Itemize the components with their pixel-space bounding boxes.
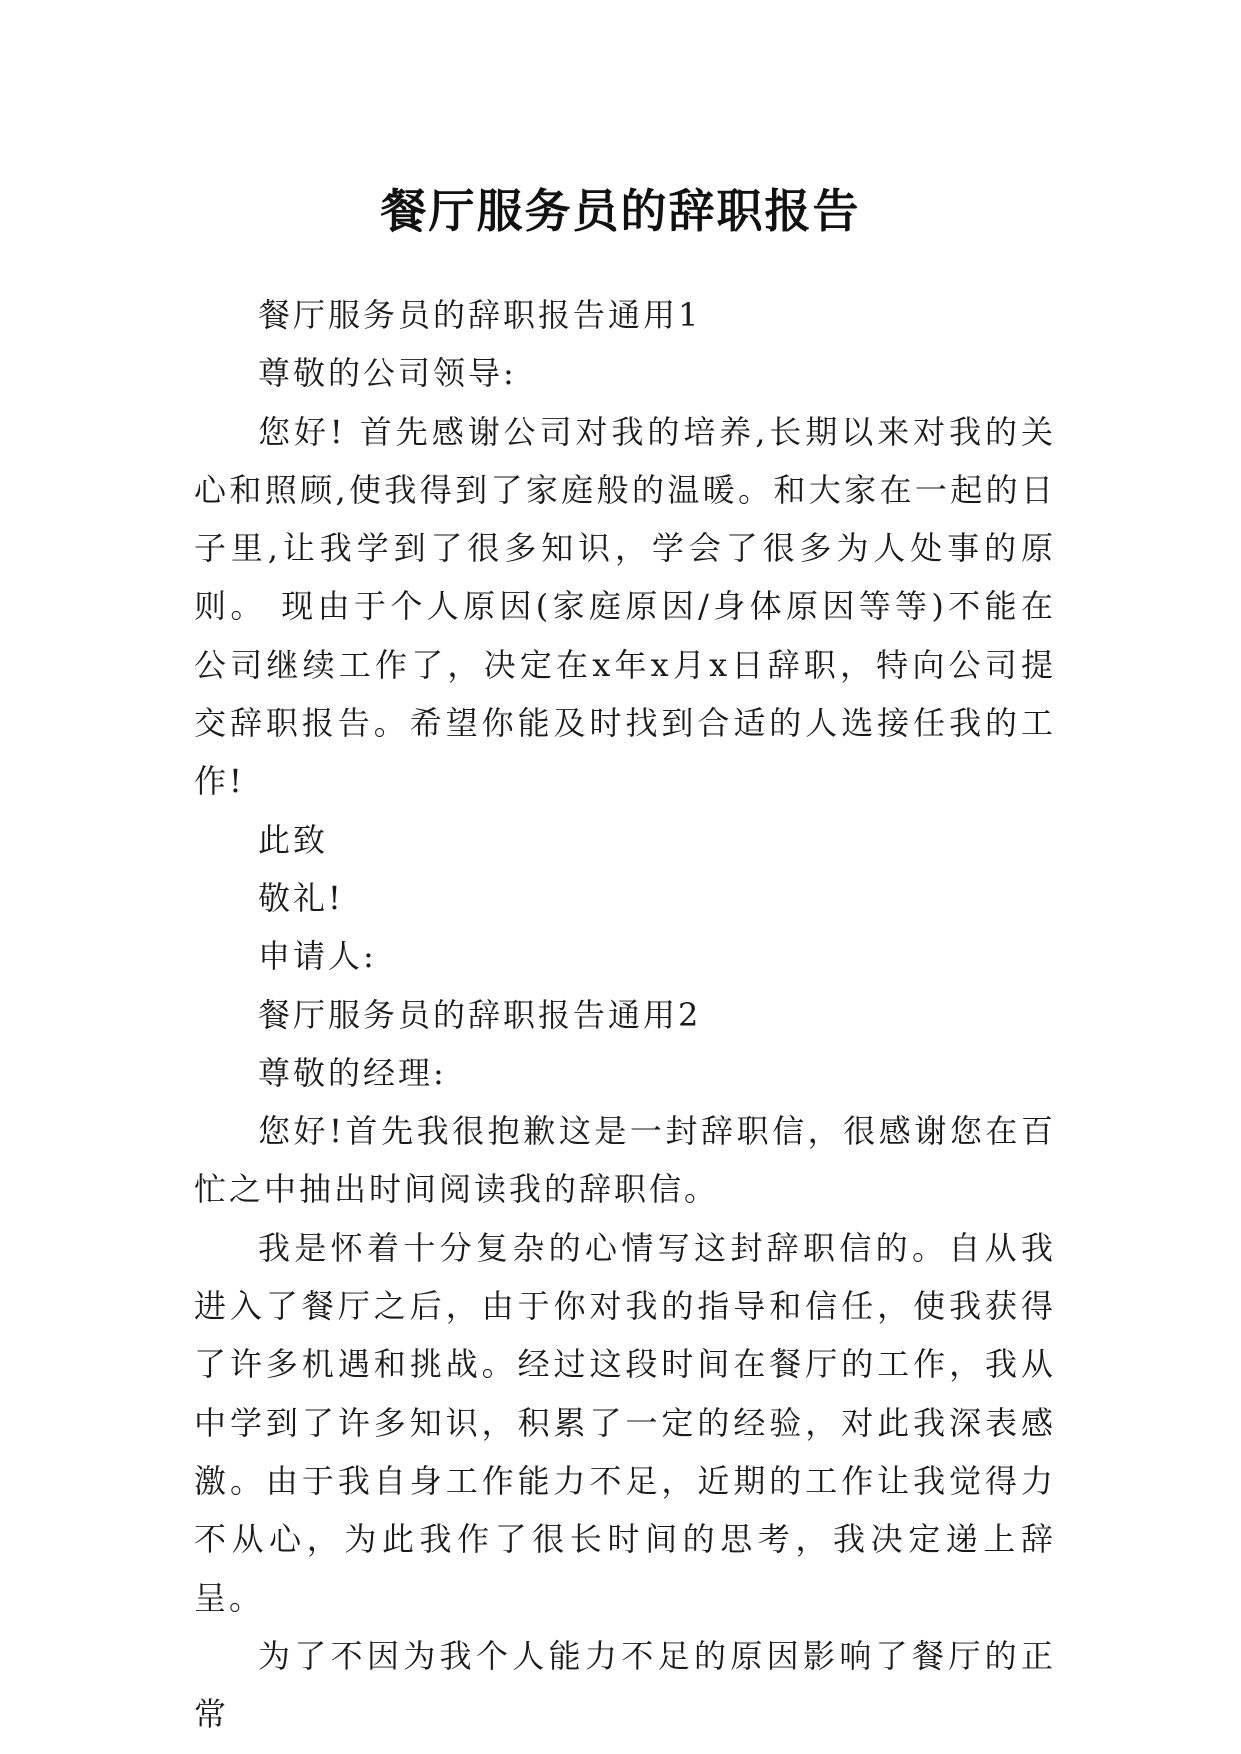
salutation-2: 尊敬的经理: bbox=[258, 1053, 447, 1092]
closing-line: 此致 bbox=[258, 820, 329, 859]
document-title: 餐厅服务员的辞职报告 bbox=[380, 183, 861, 238]
body-paragraph: 您好! 首先感谢公司对我的培养,长期以来对我的关心和照顾,使我得到了家庭般的温暖。和大家在一起的日子里,让我学到了很多知识，学会了很多为人处事的原则。 现由于个人原因(家庭原因/身体原因等等)不能在公司继续工作了，决定在x年x月x日辞职，特向公司提交辞职报告。希望你能及时找到合适的人选接任我的工作! bbox=[194, 412, 1056, 801]
body-paragraph: 我是怀着十分复杂的心情写这封辞职信的。自从我进入了餐厅之后，由于你对我的指导和信任，使我获得了许多机遇和挑战。经过这段时间在餐厅的工作，我从中学到了许多知识，积累了一定的经验，对此我深表感激。由于我自身工作能力不足，近期的工作让我觉得力不从心，为此我作了很长时间的思考，我决定递上辞呈。 bbox=[194, 1228, 1056, 1617]
section-heading-1: 餐厅服务员的辞职报告通用1 bbox=[258, 296, 702, 334]
body-paragraph: 为了不因为我个人能力不足的原因影响了餐厅的正常 bbox=[194, 1636, 1056, 1734]
body-paragraph: 您好!首先我很抱歉这是一封辞职信，很感谢您在百忙之中抽出时间阅读我的辞职信。 bbox=[194, 1112, 1056, 1209]
closing-regards: 敬礼! bbox=[258, 878, 344, 917]
applicant-label: 申请人: bbox=[258, 937, 377, 976]
document-body bbox=[194, 286, 1056, 1743]
salutation-1: 尊敬的公司领导: bbox=[258, 354, 517, 393]
section-heading-2: 餐厅服务员的辞职报告通用2 bbox=[258, 995, 702, 1034]
